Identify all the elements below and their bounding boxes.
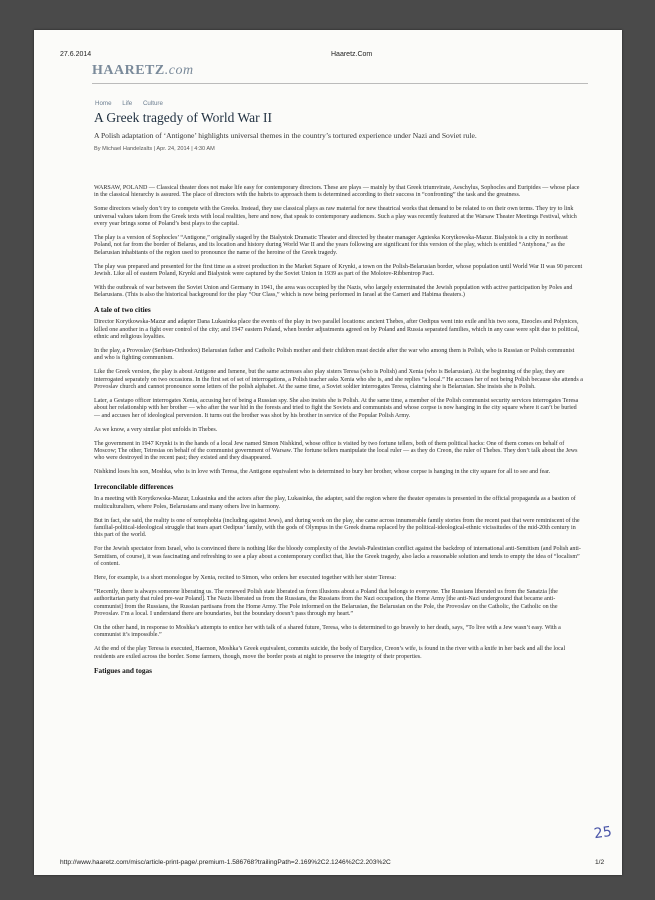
paragraph: As we know, a very similar plot unfolds in Thebes. xyxy=(94,426,218,433)
breadcrumb xyxy=(95,100,172,107)
printed-page xyxy=(34,30,622,875)
paragraph: WARSAW, POLAND — Classical theater does not make life easy for contemporary directors. These are plays — mainly by that Greek triumvirate, Aeschylus, Sophocles and Euripides — whose place in the classical hierarchy is assured. The place of directors with the hubris to approach them is determined according to their success in “confronting” the task and the greatness. xyxy=(94,185,580,199)
paragraph: Like the Greek version, the play is about Antigone and Ismene, but the same actresses also play sisters Teresa (who is Polish) and Xenia (who is Belarusian). At the beginning of the play, they are interrogated separately on two occasions. In the first set of set of interrogations, a Polish teacher asks Xenia who she is, and she replies “a local.” He accuses her of not being Polish because she attends a Provoslav church and cannot pronounce some letters of the polish alphabet. At the same time, a Soviet soldier interrogates Teresa, claiming she is Belarusian. She insists she is Polish. xyxy=(94,369,583,391)
print-page-number: 1/2 xyxy=(595,859,605,866)
logo-suffix: .com xyxy=(164,63,194,78)
article-byline: By Michael Handelzalts | Apr. 24, 2014 | 4:30 AM xyxy=(94,146,215,152)
breadcrumb-culture[interactable]: Culture xyxy=(142,100,163,107)
paragraph: Some directors wisely don’t try to compete with the Greeks. Instead, they use classical plays as raw material for new theatrical works that demand to be related to on their own terms. They try to link universal values taken from the Greek texts with local realities, here and now, that speak to contemporary audiences. Such a play was recently featured at the Warsaw Theater Meetings Festival, which every year brings some of Poland’s best plays to the capital. xyxy=(94,206,577,227)
handwritten-page-number: 25 xyxy=(592,823,613,843)
paragraph: The play was prepared and presented for the first time as a street production in the Market Square of Krynki, a town on the Polish-Belarusian border, whose population until World War II was 90 percent Jewish. Like all of eastern Poland, Krynki and Bialystok were captured by the Soviet Union in 1939 as part of the Molotov-Ribbentrop Pact. xyxy=(94,263,583,277)
paragraph: But in fact, she said, the reality is one of xenophobia (including against Jews), and during work on the play, she came across innumerable family stories from the recent past that were reminiscent of the familial-political-ideological struggle that tears apart Oedipus’ family, with the gods of Olympus in the Greek drama replaced by the political-ideological-ethnic vicissitudes of the mid-20th century in this part of the world. xyxy=(94,517,580,539)
paragraph: Director Korytkowska-Mazur and adapter Dana Lukasinka place the events of the play in two parallel locations: ancient Thebes, after Oedipus went into exile and his two sons, Eteocles and Polynices, killed one another in a fight over control of the city; and 1947 eastern Poland, when border adjustments agreed on by Poland and Russia separated families, which in any case were split due to political, ethnic and religious loyalties. xyxy=(94,319,580,341)
section-heading: Fatigues and togas xyxy=(94,666,152,676)
article-subtitle: A Polish adaptation of ‘Antigone’ highlights universal themes in the country’s tortured experience under Nazi and Soviet rule. xyxy=(94,131,477,140)
article-body xyxy=(94,185,584,681)
print-url: http://www.haaretz.com/misc/article-print-page/.premium-1.586768?trailingPath=2.169%2C2.1246%2C2.203%2C xyxy=(60,859,391,866)
paragraph: Here, for example, is a short monologue by Xenia, recited to Simon, who orders her executed together with her sister Teresa: xyxy=(94,574,397,581)
section-heading: Irreconcilable differences xyxy=(94,482,174,492)
paragraph: The government in 1947 Krynki is in the hands of a local Jew named Simon Nishkind, whose office is visited by two fortune tellers, both of them political hacks: One of them comes on behalf of Moscow; The other, Teiresias on behalf of the communist government of Warsaw. The fortune tellers manipulate the local ruler — as they do Creon, the ruler of Thebes. They don’t talk about the Jews who were destroyed in the recent past; they existed and they disappeared. xyxy=(94,440,578,462)
paragraph: Later, a Gestapo officer interrogates Xenia, accusing her of being a Russian spy. She also insists she is Polish. At the same time, a member of the Polish communist security services interrogates Teresa about her relationship with her brother — who after the war hid in the forests and tried to fight the Soviets and communists and whose corpse is now hanging in the city square where it can’t be buried — and accuses her of ideological perversion. It turns out the brother was shot by his brother in service of the Popular Polish Army. xyxy=(94,397,579,419)
paragraph: With the outbreak of war between the Soviet Union and Germany in 1941, the area was occupied by the Nazis, who largely exterminated the Jewish population with active participation by Poles and Belarusians. (This is also the historical background for the play “Our Class,” which is now being performed in Israel at the Cameri and Habima theaters.) xyxy=(94,284,573,299)
section-heading: A tale of two cities xyxy=(94,305,151,315)
paragraph: In the play, a Provoslav (Serbian-Orthodox) Belarusian father and Catholic Polish mother and their children must decide after the war who among them is Polish, who is Russian or Polish communist and who is fighting communism. xyxy=(94,348,575,362)
header-divider xyxy=(92,83,588,84)
article-title: A Greek tragedy of World War II xyxy=(94,110,273,125)
paragraph: Nishkind loses his son, Moshka, who is in love with Teresa, the Antigone equivalent who is determined to bury her brother, whose corpse is hanging in the city square for all to see and fear. xyxy=(94,469,551,476)
breadcrumb-home[interactable]: Home xyxy=(95,100,112,107)
paragraph: The play is a version of Sophocles’ “Antigone,” originally staged by the Bialystok Dramatic Theater and directed by theater manager Agnieska Korytkowska-Mazur. Bialystok is a city in northeast Poland, not far from the border of Belarus, and its location and history during World War II and the years following are significant for this version of the play, which is entitled “Antyhona,” as the Belarusian inhabitants of the region used to pronounce the name of the heroine of the Greek tragedy. xyxy=(94,234,568,256)
paragraph: In a meeting with Korytkowska-Mazur, Lukasinka and the actors after the play, Lukasinka, the adapter, said the region where the theater operates is presented in the official propaganda as a bastion of multiculturalism, where Poles, Belarusians and many others live in harmony. xyxy=(94,496,576,510)
logo-name: HAARETZ xyxy=(92,63,165,78)
paragraph: For the Jewish spectator from Israel, who is convinced there is nothing like the bloody complexity of the Jewish-Palestinian conflict against the backdrop of international anti-Semitism (and Polish anti-Semitism, of course), it was fascinating and refreshing to see a play about a contemporary conflict that, like the Greek tragedy, also lacks a reasonable solution and tends to empty the idea of “localism” of content. xyxy=(94,546,581,568)
paragraph: On the other hand, in response to Moshka’s attempts to entice her with talk of a shared future, Teresa, who is determined to go bravely to her death, says, “To live with a Jew wasn’t easy. With a communist it’s impossible.” xyxy=(94,624,561,639)
print-date: 27.6.2014 xyxy=(60,51,92,58)
print-site: Haaretz.Com xyxy=(331,51,373,58)
haaretz-logo[interactable] xyxy=(92,63,194,79)
breadcrumb-life[interactable]: Life xyxy=(122,100,133,107)
paragraph: “Recently, there is always someone liberating us. The renewed Polish state liberated us from illusions about a Poland that belongs to everyone. The Russians liberated us from the Sanatzia [the authoritarian party that ruled pre-war Poland]. The Nazis liberated us from the Russians, the Russians from the Nazi occupation, the Home Army [the anti-Nazi underground that became anti-communist] from the Russians, the Russian partisans from the Home Army. The Pole informed on the Belarusian, the Belarusian on the Pole, the Provoslav on the Catholic, the Catholic on the Provoslav. I’m a local. I understand there are boundaries, but the boundary doesn’t pass through my heart.” xyxy=(94,588,558,617)
paragraph: At the end of the play Teresa is executed, Haemon, Moshka’s Greek equivalent, commits suicide, the body of Eurydice, Creon’s wife, is found in the river with a knife in her back and all the local residents are exiled across the border. Some farmers, though, move the border posts at night to preserve the integrity of their properties. xyxy=(94,646,566,660)
